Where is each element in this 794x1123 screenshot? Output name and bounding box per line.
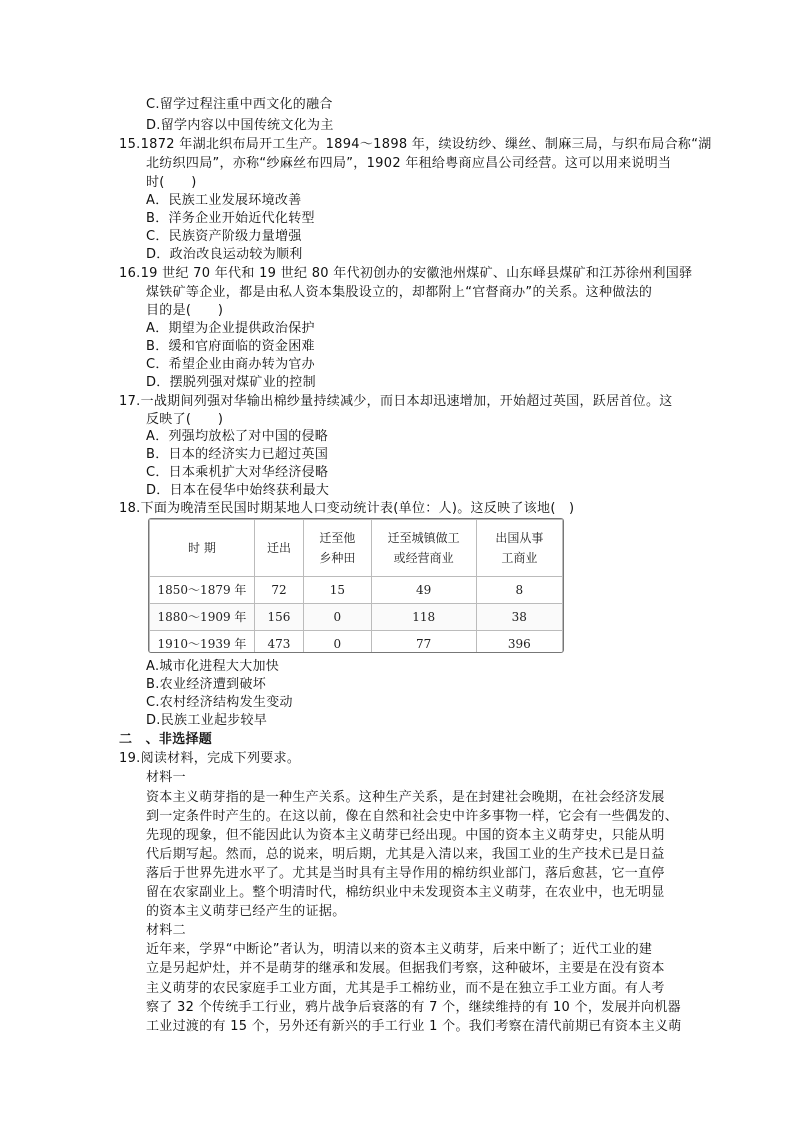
q17-option-d: D．日本在侵华中始终获利最大 — [146, 483, 330, 498]
q18-option-a: A.城市化进程大大加快 — [146, 659, 280, 674]
material-1-line: 代后期写起。然而，总的说来，明后期，尤其是入清以来，我国工业的生产技术已是日益 — [146, 847, 665, 862]
q17-option-a: A．列强均放松了对中国的侵略 — [146, 429, 329, 444]
table-header: 出国从事 工商业 — [476, 520, 562, 577]
q15-option-c: C．民族资产阶级力量增强 — [146, 229, 302, 244]
material-2-line: 工业过渡的有 15 个，另外还有新兴的手工行业 1 个。我们考察在清代前期已有资本主义萌 — [146, 1019, 682, 1034]
q17-option-c: C．日本乘机扩大对华经济侵略 — [146, 465, 329, 480]
material-1-line: 资本主义萌芽指的是一种生产关系。这种生产关系，是在封建社会晚期，在社会经济发展 — [146, 790, 665, 805]
table-cell: 0 — [304, 631, 372, 654]
q18-option-b: B.农业经济遭到破坏 — [146, 677, 267, 692]
material-1-line: 落后于世界先进水平了。尤其是当时具有主导作用的棉纺织业部门，落后愈甚，它一直停 — [146, 866, 665, 881]
q17-option-b: B．日本的经济实力已超过英国 — [146, 447, 329, 462]
section-title: 二 、非选择题 — [119, 732, 213, 747]
material-2-line: 立是另起炉灶，并不是萌芽的继承和发展。但据我们考察，这种破坏，主要是在没有资本 — [146, 961, 665, 976]
material-2-label: 材料二 — [146, 923, 186, 938]
material-2-line: 主义萌芽的农民家庭手工业方面，尤其是手工棉纺业，而不是在独立手工业方面。有人考 — [146, 981, 665, 996]
q17-stem-line: 反映了( ) — [146, 412, 224, 427]
table-header: 迁至城镇做工 或经营商业 — [371, 520, 476, 577]
q14-option-d: D.留学内容以中国传统文化为主 — [146, 118, 334, 133]
table-row — [150, 577, 563, 604]
q19-stem: 19.阅读材料，完成下列要求。 — [119, 751, 301, 766]
table-cell: 38 — [476, 604, 562, 631]
population-table — [148, 518, 564, 653]
material-1-line: 留在农家副业上。整个明清时代，棉纺织业中未发现资本主义萌芽，在农业中，也无明显 — [146, 885, 665, 900]
q15-stem-line: 时( ) — [146, 175, 197, 190]
table-header-row — [150, 520, 563, 577]
q18-option-c: C.农村经济结构发生变动 — [146, 695, 293, 710]
table-cell: 118 — [371, 604, 476, 631]
q14-option-c: C.留学过程注重中西文化的融合 — [146, 97, 333, 112]
table-cell: 77 — [371, 631, 476, 654]
q18-stem: 18.下面为晚清至民国时期某地人口变动统计表(单位：人)。这反映了该地( ) — [119, 501, 575, 516]
material-1-label: 材料一 — [146, 770, 186, 785]
material-1-line: 先现的现象，但不能因此认为资本主义萌芽已经出现。中国的资本主义萌芽史，只能从明 — [146, 828, 665, 843]
q16-option-d: D．摆脱列强对煤矿业的控制 — [146, 375, 316, 390]
table-cell: 8 — [476, 577, 562, 604]
material-1-line: 到一定条件时产生的。在这以前，像在自然和社会史中许多事物一样，它会有一些偶发的、 — [146, 809, 679, 824]
table-header: 迁出 — [254, 520, 303, 577]
table-header: 时 期 — [150, 520, 255, 577]
table-cell: 0 — [304, 604, 372, 631]
table-header: 迁至他 乡种田 — [304, 520, 372, 577]
q16-stem-line: 目的是( ) — [146, 303, 224, 318]
q15-stem-line: 15.1872 年湖北织布局开工生产。1894～1898 年，续设纺纱、缫丝、制麻三局，与织布局合称“湖 — [119, 137, 712, 152]
q15-option-b: B．洋务企业开始近代化转型 — [146, 211, 315, 226]
q16-option-a: A．期望为企业提供政治保护 — [146, 321, 315, 336]
q18-option-d: D.民族工业起步较早 — [146, 713, 268, 728]
table-cell: 396 — [476, 631, 562, 654]
table-cell: 1910～1939 年 — [150, 631, 255, 654]
q16-option-b: B．缓和官府面临的资金困难 — [146, 339, 315, 354]
table-cell: 15 — [304, 577, 372, 604]
table-cell: 473 — [254, 631, 303, 654]
table-cell: 156 — [254, 604, 303, 631]
material-2-line: 察了 32 个传统手工行业，鸦片战争后衰落的有 7 个，继续维持的有 10 个，发展并向机器 — [146, 1000, 681, 1015]
table-row — [150, 604, 563, 631]
material-1-line: 的资本主义萌芽已经产生的证据。 — [146, 904, 346, 919]
q16-option-c: C．希望企业由商办转为官办 — [146, 357, 315, 372]
table-cell: 1880～1909 年 — [150, 604, 255, 631]
material-2-line: 近年来，学界“中断论”者认为，明清以来的资本主义萌芽，后来中断了；近代工业的建 — [146, 942, 653, 957]
q15-option-a: A．民族工业发展环境改善 — [146, 193, 302, 208]
q16-stem-line: 煤铁矿等企业，都是由私人资本集股设立的，却都附上“官督商办”的关系。这种做法的 — [146, 285, 653, 300]
q17-stem-line: 17.一战期间列强对华输出棉纱量持续减少，而日本却迅速增加，开始超过英国，跃居首位。这 — [119, 394, 673, 409]
q16-stem-line: 16.19 世纪 70 年代和 19 世纪 80 年代初创办的安徽池州煤矿、山东峄县煤矿和江苏徐州利国驿 — [119, 266, 693, 281]
q15-option-d: D．政治改良运动较为顺利 — [146, 247, 303, 262]
table-cell: 49 — [371, 577, 476, 604]
q15-stem-line: 北纺织四局”，亦称“纱麻丝布四局”，1902 年租给粤商应昌公司经营。这可以用来说明当 — [146, 156, 672, 171]
table-cell: 1850～1879 年 — [150, 577, 255, 604]
table-cell: 72 — [254, 577, 303, 604]
table-row — [150, 631, 563, 654]
